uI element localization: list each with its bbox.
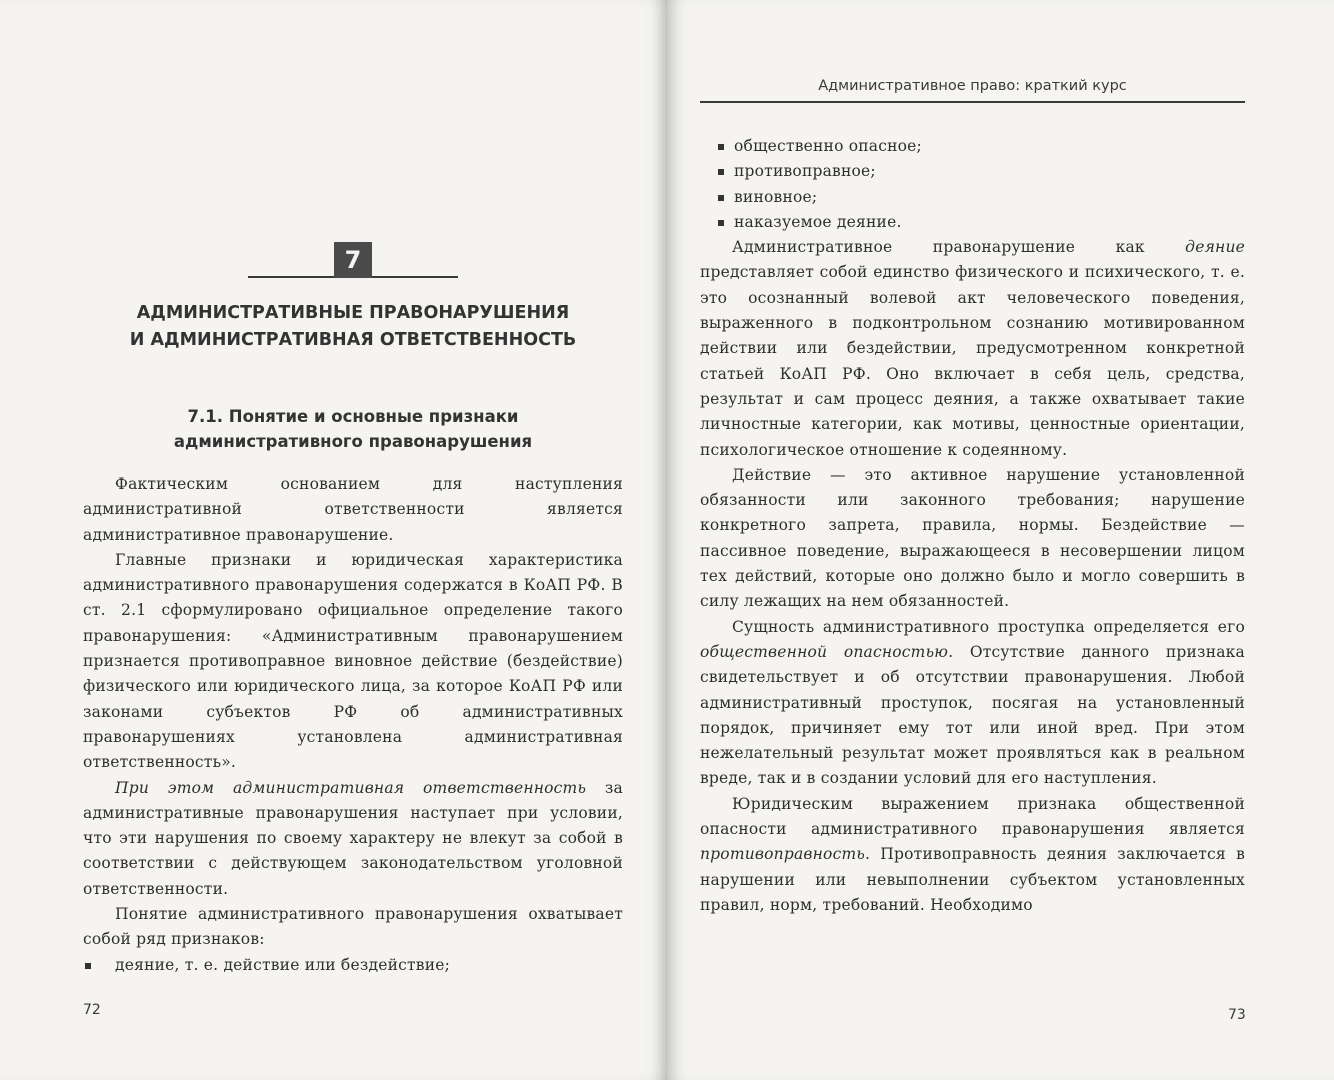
section-title — [80, 404, 626, 454]
paragraph-text: за административные правонарушения наступает при условии, что эти нарушения по своему характеру не влекут за собой в соответствии с действующем законодательством уголовной ответственности. — [83, 778, 623, 898]
list-item-text: виновное; — [734, 187, 818, 206]
list-item-text: противоправное; — [734, 162, 876, 181]
right-text-column — [700, 134, 1245, 918]
section-title-line: административного правонарушения — [173, 432, 533, 451]
list-item — [700, 134, 1245, 159]
paragraph: Главные признаки и юридическая характеристика административного правонарушения содержатся в КоАП РФ. В ст. 2.1 сформулировано официальное определение такого правонарушения: «Административным правонарушением признается противоправное виновное действие (бездействие) физического или юридического лица, за которое КоАП РФ или законами субъектов РФ об административных правонарушениях установлена административная ответственность». — [83, 550, 623, 772]
list-item-text: деяние, т. е. действие или бездействие; — [115, 955, 451, 974]
square-bullet-icon — [718, 144, 724, 150]
list-item-text: наказуемое деяние. — [734, 212, 902, 231]
list-item — [700, 185, 1245, 210]
square-bullet-icon — [718, 169, 724, 175]
square-bullet-icon — [718, 195, 724, 201]
square-bullet-icon — [85, 963, 91, 969]
list-item — [700, 210, 1245, 235]
italic-term: противоправность — [700, 845, 865, 864]
paragraph — [700, 792, 1245, 918]
chapter-number: 7 — [334, 242, 372, 278]
paragraph-text: представляет собой единство физического и психического, т. е. это осознанный волевой акт человеческого поведения, выраженного в подконтрольном сознанию мотивированном действии или бездействии, предусмотренном конкретной статьей КоАП РФ. Оно включает в себя цель, средства, результат и сам процесс деяния, а также охватывает такие личностные категории, как мотивы, ценностные ориентации, психологическое отношение к содеянному. — [700, 263, 1245, 459]
section-title-line: 7.1. Понятие и основные признаки — [187, 407, 519, 426]
paragraph-text: . Противоправность деяния заключается в нарушении или невыполнении субъектом установленных правил, норм, требований. Необходимо — [700, 845, 1245, 914]
paragraph-text: Юридическим выражением признака общественной опасности административного правонарушения является — [700, 794, 1245, 839]
paragraph — [700, 235, 1245, 463]
running-head-rule — [700, 101, 1245, 103]
list-item-text: общественно опасное; — [734, 137, 922, 155]
page-number-left: 72 — [83, 1002, 101, 1018]
paragraph-text: . Отсутствие данного признака свидетельствует и об отсутствии правонарушения. Любой административный проступок, посягая на установленный порядок, причиняет ему тот или иной вред. При этом нежелательный результат может проявляться как в реальном вреде, так и в создании условий для его наступления. — [700, 642, 1245, 788]
square-bullet-icon — [718, 220, 724, 226]
paragraph: Понятие административного правонарушения охватывает собой ряд признаков: — [83, 905, 623, 949]
running-head: Административное право: краткий курс — [818, 78, 1127, 94]
paragraph — [700, 615, 1245, 792]
paragraph-text: Административное правонарушение как — [732, 238, 1186, 257]
paragraph — [83, 776, 623, 902]
chapter-marker — [248, 242, 458, 278]
paragraph: Действие — это активное нарушение установленной обязанности или законного требования; нарушение конкретного запрета, правила, нормы. Бездействие — пассивное поведение, выражающееся в несовершении лицом тех действий, которые оно должно было и могло совершить в силу лежащих на нем обязанностей. — [700, 465, 1245, 611]
italic-term: деяние — [1185, 238, 1245, 257]
italic-term: При этом административная ответственность — [115, 778, 587, 797]
chapter-title-line: АДМИНИСТРАТИВНЫЕ ПРАВОНАРУШЕНИЯ — [136, 303, 570, 323]
paragraph: Фактическим основанием для наступления административной ответственности является административное правонарушение. — [83, 475, 623, 544]
signs-list — [83, 953, 623, 978]
chapter-title — [80, 300, 626, 354]
list-item — [700, 159, 1245, 184]
chapter-title-line: И АДМИНИСТРАТИВНАЯ ОТВЕТСТВЕННОСТЬ — [129, 330, 577, 350]
paragraph-text: Сущность административного проступка определяется его — [732, 617, 1245, 636]
page-number-right: 73 — [1228, 1007, 1246, 1023]
italic-term: общественной опасностью — [700, 642, 949, 661]
signs-list-continued — [700, 134, 1245, 235]
list-item — [83, 953, 623, 978]
left-text-column — [83, 472, 623, 978]
